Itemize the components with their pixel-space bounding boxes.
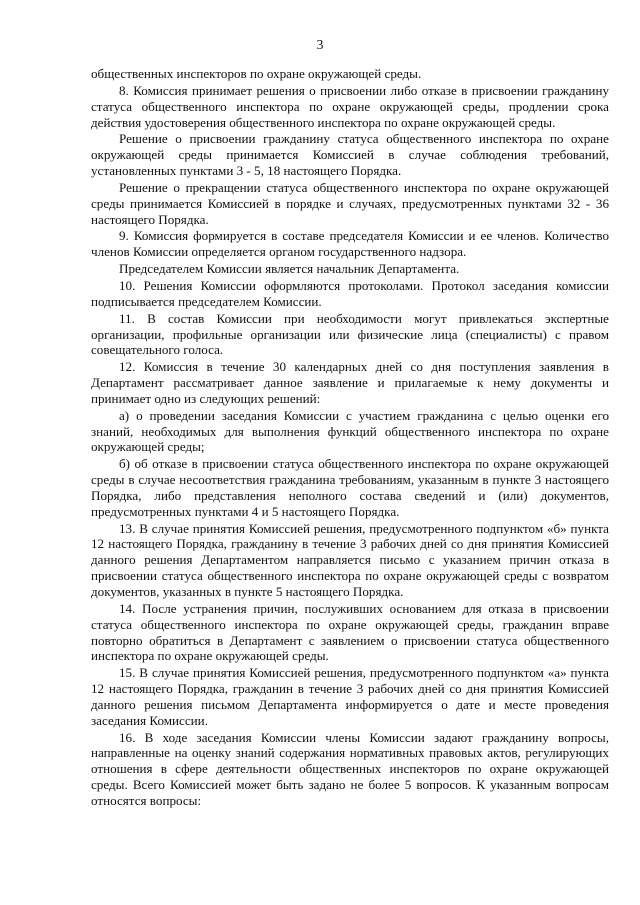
paragraph-item-9: 9. Комиссия формируется в составе председателя Комиссии и ее членов. Количество членов Комиссии определяется органом государственного надзора.	[91, 228, 609, 260]
paragraph-chairman: Председателем Комиссии является начальник Департамента.	[119, 261, 460, 277]
paragraph-item-10: 10. Решения Комиссии оформляются протоколами. Протокол заседания комиссии подписывается председателем Комиссии.	[91, 277, 609, 309]
paragraph-item-8: 8. Комиссия принимает решения о присвоении либо отказе в присвоении гражданину статуса общественного инспектора по охране окружающей среды, продлении срока действия удостоверения общественного инспектора по охране окружающей среды.	[91, 82, 609, 130]
paragraph-item-13: 13. В случае принятия Комиссией решения, предусмотренного подпунктом «б» пункта 12 настоящего Порядка, гражданину в течение 3 рабочих дней со дня принятия Комиссией данного решения Департаментом направляется письмо с указанием причин отказа в присвоении статуса общественного инспектора по охране окружающей среды с возвратом документов, указанных в пункте 5 настоящего Порядка.	[91, 520, 609, 599]
document-body	[91, 66, 609, 810]
paragraph-item-15: 15. В случае принятия Комиссией решения, предусмотренного подпунктом «а» пункта 12 настоящего Порядка, гражданин в течение 3 рабочих дней со дня принятия Комиссией данного решения письмом Департамента информируется о дате и месте проведения заседания Комиссии.	[91, 665, 609, 728]
paragraph-item-11: 11. В состав Комиссии при необходимости могут привлекаться экспертные организации, профильные организации или физические лица (специалисты) с правом совещательного голоса.	[91, 310, 609, 358]
paragraph-terminate-decision: Решение о прекращении статуса общественного инспектора по охране окружающей среды принимается Комиссией в порядке и случаях, предусмотренных пунктами 32 - 36 настоящего Порядка.	[91, 179, 609, 227]
paragraph-item-16: 16. В ходе заседания Комиссии члены Комиссии задают гражданину вопросы, направленные на оценку знаний содержания нормативных правовых актов, регулирующих отношения в сфере деятельности общественных инспекторов по охране окружающей среды. Всего Комиссией может быть задано не более 5 вопросов. К указанным вопросам относятся вопросы:	[91, 729, 609, 808]
page-number: 3	[316, 37, 324, 52]
paragraph-assign-decision: Решение о присвоении гражданину статуса общественного инспектора по охране окружающей среды принимается Комиссией в случае соблюдения требований, установленных пунктами 3 - 5, 18 настоящего Порядка.	[91, 131, 609, 179]
paragraph-item-12-b: б) об отказе в присвоении статуса общественного инспектора по охране окружающей среды в случае несоответствия гражданина требованиям, указанным в пункте 3 настоящего Порядка, либо представления неполного состава сведений и (или) документов, предусмотренных пунктами 4 и 5 настоящего Порядка.	[91, 456, 609, 519]
paragraph-item-14: 14. После устранения причин, послуживших основанием для отказа в присвоении статуса общественного инспектора по охране окружающей среды, гражданин вправе повторно обратиться в Департамент с заявлением о присвоении статуса общественного инспектора по охране окружающей среды.	[91, 600, 609, 664]
paragraph-item-12: 12. Комиссия в течение 30 календарных дней со дня поступления заявления в Департамент рассматривает данное заявление и прилагаемые к нему документы и принимает одно из следующих решений:	[91, 359, 609, 406]
paragraph-item-12-a: а) о проведении заседания Комиссии с участием гражданина с целью оценки его знаний, необходимых для выполнения функций общественного инспектора по охране окружающей среды;	[91, 407, 609, 455]
paragraph-continuation: общественных инспекторов по охране окружающей среды.	[91, 66, 422, 81]
